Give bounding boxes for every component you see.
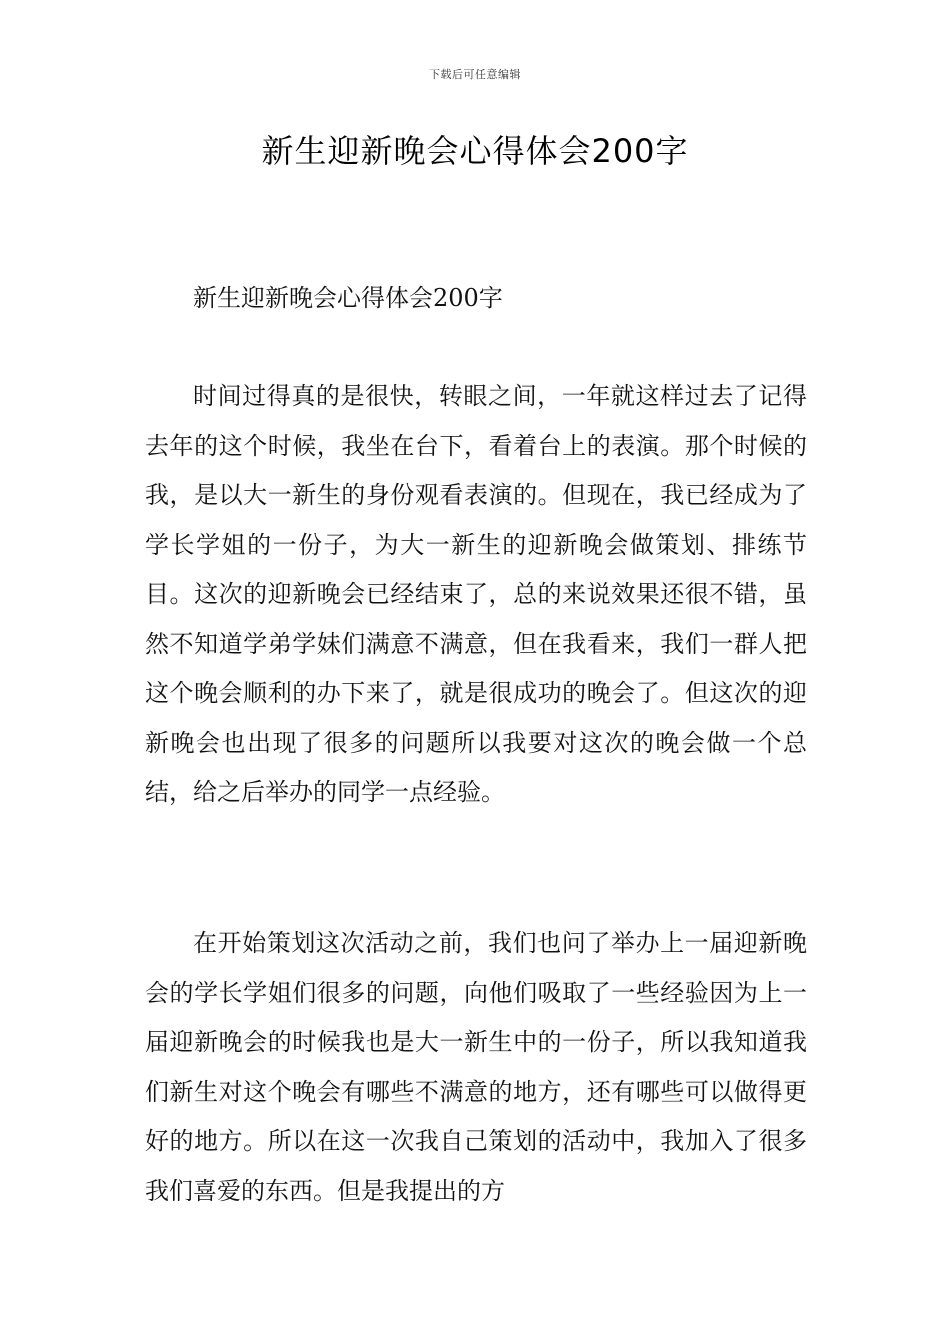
header-note: 下载后可任意编辑: [429, 68, 521, 81]
document-subtitle: 新生迎新晚会心得体会200字: [193, 284, 503, 312]
document-title: 新生迎新晚会心得体会200字: [261, 132, 689, 170]
paragraph-2: 在开始策划这次活动之前，我们也问了举办上一届迎新晚会的学长学姐们很多的问题，向他们吸取了一些经验因为上一届迎新晚会的时候我也是大一新生中的一份子，所以我知道我们新生对这个晚会有哪些不满意的地方，还有哪些可以做得更好的地方。所以在这一次我自己策划的活动中，我加入了很多我们喜爱的东西。但是我提出的方: [145, 929, 807, 1205]
paragraph-1: 时间过得真的是很快，转眼之间，一年就这样过去了记得去年的这个时候，我坐在台下，看着台上的表演。那个时候的我，是以大一新生的身份观看表演的。但现在，我已经成为了学长学姐的一份子，为大一新生的迎新晚会做策划、排练节目。这次的迎新晚会已经结束了，总的来说效果还很不错，虽然不知道学弟学妹们满意不满意，但在我看来，我们一群人把这个晚会顺利的办下来了，就是很成功的晚会了。但这次的迎新晚会也出现了很多的问题所以我要对这次的晚会做一个总结，给之后举办的同学一点经验。: [145, 382, 807, 806]
